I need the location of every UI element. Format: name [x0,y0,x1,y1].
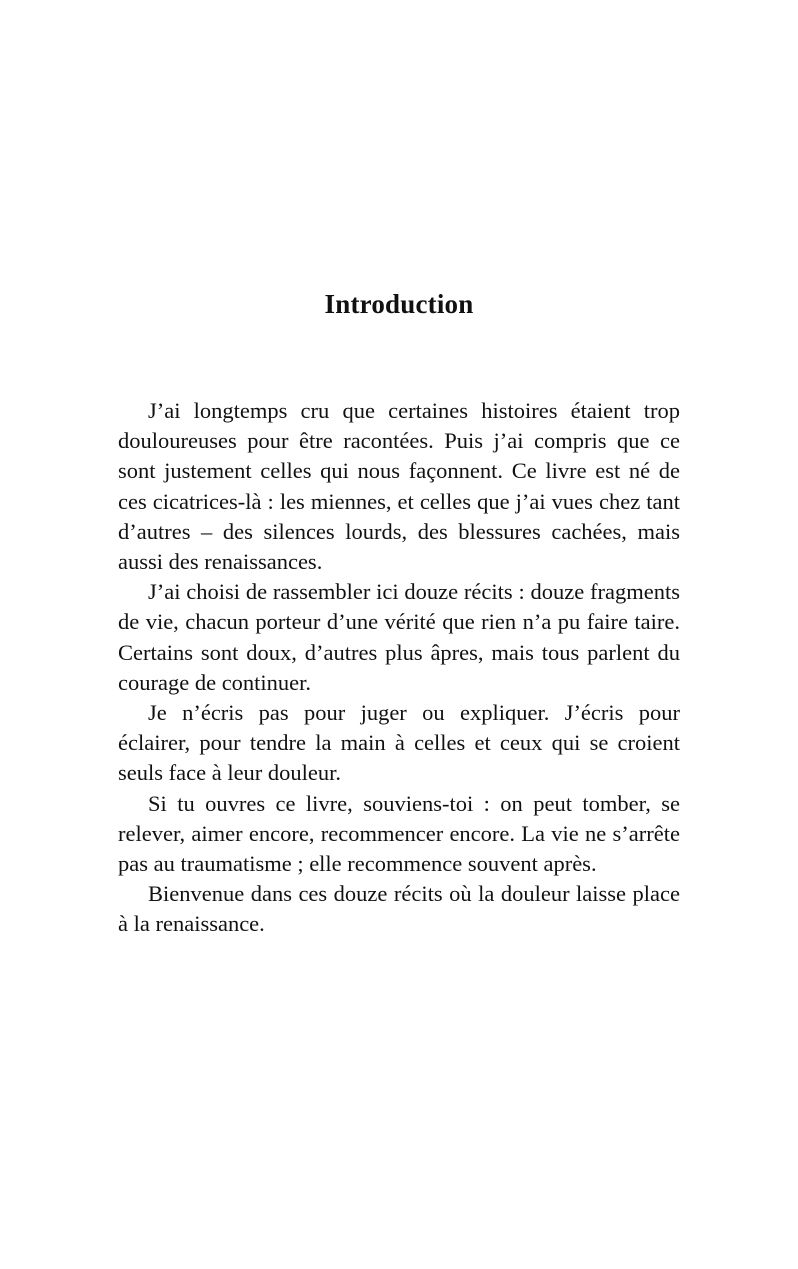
chapter-title: Introduction [324,289,474,320]
paragraph-1: J’ai longtemps cru que certaines histoires étaient trop douloureuses pour être racontées. Puis j’ai compris que ce sont justement celles qui nous façonnent. Ce livre est né de ces cicatrices-là : les miennes, et celles que j’ai vues chez tant d’autres – des silences lourds, des blessures cachées, mais aussi des renaissances. [118,398,680,575]
introduction-body [118,396,680,940]
paragraph-4: Si tu ouvres ce livre, souviens-toi : on peut tomber, se relever, aimer encore, recommencer encore. La vie ne s’arrête pas au traumatisme ; elle recommence souvent après. [118,790,680,877]
paragraph-2: J’ai choisi de rassembler ici douze récits : douze fragments de vie, chacun porteur d’une vérité que rien n’a pu faire taire. Certains sont doux, d’autres plus âpres, mais tous parlent du courage de continuer. [118,579,680,695]
paragraph-5: Bienvenue dans ces douze récits où la douleur laisse place à la renaissance. [118,881,680,937]
paragraph-3: Je n’écris pas pour juger ou expliquer. J’écris pour éclairer, pour tendre la main à celles et ceux qui se croient seuls face à leur douleur. [118,700,680,786]
